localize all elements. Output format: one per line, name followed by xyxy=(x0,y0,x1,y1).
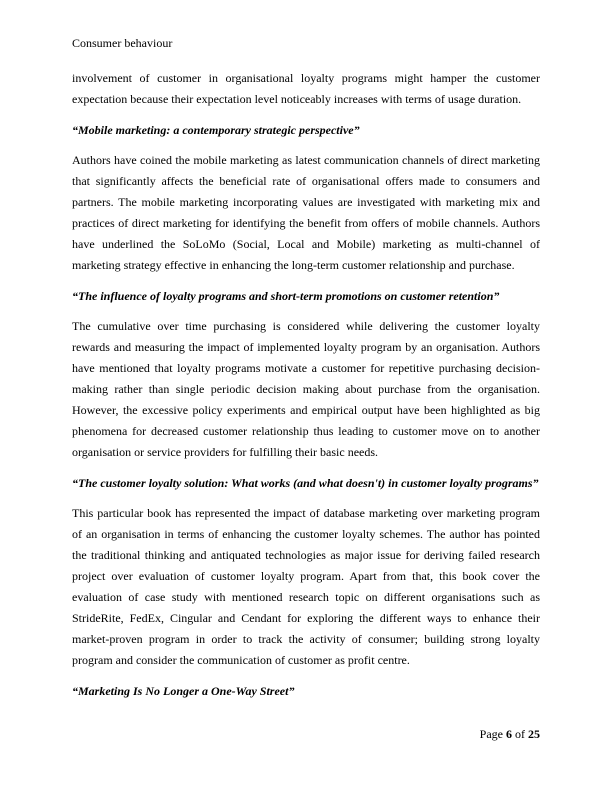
section-heading: “The customer loyalty solution: What works (and what doesn't) in customer loyalty programs” xyxy=(72,476,539,490)
page-number: 6 xyxy=(506,727,512,741)
paragraph: The cumulative over time purchasing is considered while delivering the customer loyalty rewards and measuring the impact of implemented loyalty program by an organisation. Authors have mentioned that loyalty programs motivate a customer for repetitive purchasing decision-making rather than single periodic decision making about purchase from the organisation. However, the excessive policy experiments and empirical output have been highlighted as big phenomena for decreased customer relationship thus leading to customer move on to another organisation or service providers for fulfilling their basic needs. xyxy=(72,319,540,459)
page-body xyxy=(72,68,540,711)
page-footer xyxy=(480,727,540,742)
paragraph: Authors have coined the mobile marketing as latest communication channels of direct marketing that significantly affects the beneficial rate of organisational offers made to consumers and partners. The mobile marketing incorporating values are investigated with marketing mix and practices of direct marketing for identifying the benefit from offers of mobile channels. Authors have underlined the SoLoMo (Social, Local and Mobile) marketing as multi-channel of marketing strategy effective in enhancing the long-term customer relationship and purchase. xyxy=(72,153,540,272)
page-total: 25 xyxy=(528,727,540,741)
running-header: Consumer behaviour xyxy=(72,36,173,50)
paragraph: This particular book has represented the impact of database marketing over marketing program of an organisation in terms of enhancing the customer loyalty schemes. The author has pointed the traditional thinking and antiquated technologies as major issue for deriving failed research project over evaluation of customer loyalty program. Apart from that, this book cover the evaluation of case study with mentioned research topic on different organisations such as StrideRite, FedEx, Cingular and Cendant for exploring the different ways to enhance their market-proven program in order to track the activity of consumer; building strong loyalty program and consider the communication of customer as profit centre. xyxy=(72,506,540,667)
paragraph: involvement of customer in organisational loyalty programs might hamper the customer expectation because their expectation level noticeably increases with terms of usage duration. xyxy=(72,71,540,106)
section-heading: “Mobile marketing: a contemporary strategic perspective” xyxy=(72,123,360,137)
section-heading: “The influence of loyalty programs and short-term promotions on customer retention” xyxy=(72,289,500,303)
page-label: Page xyxy=(479,727,503,741)
of-label: of xyxy=(515,727,525,741)
section-heading: “Marketing Is No Longer a One-Way Street” xyxy=(72,684,295,698)
